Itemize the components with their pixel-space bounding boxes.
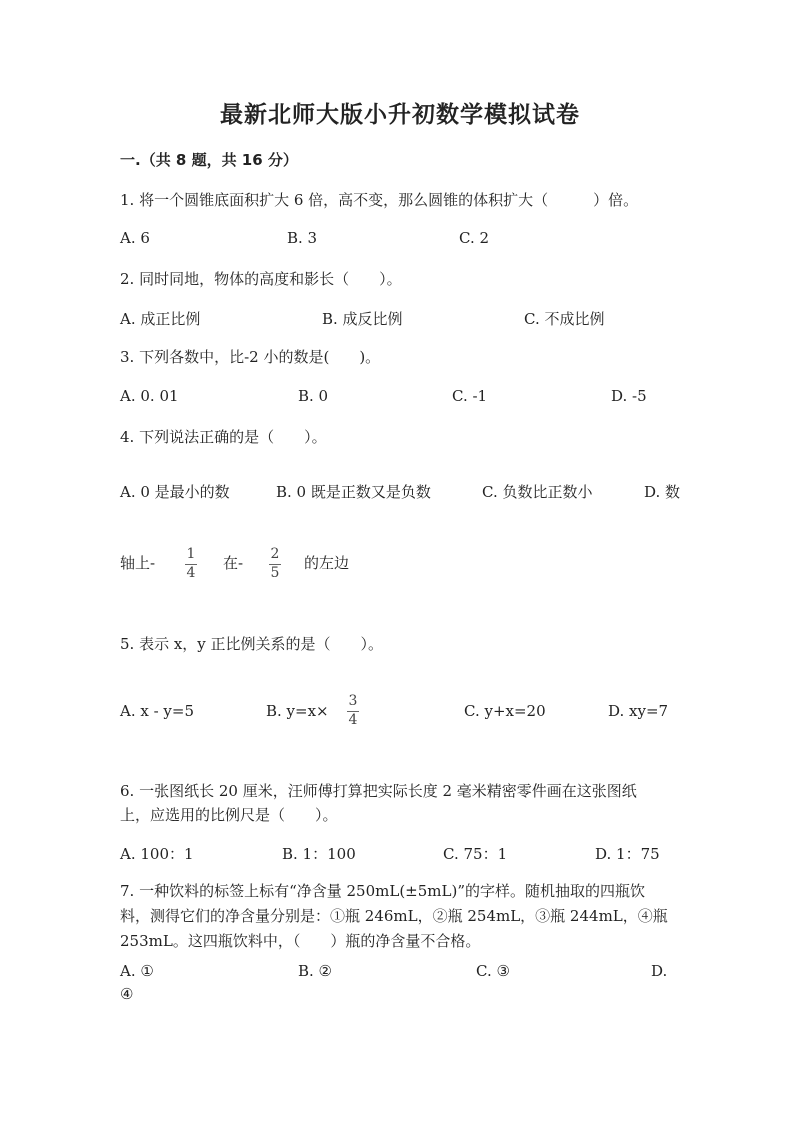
q3-option-a[interactable]: A. 0. 01	[120, 387, 179, 405]
q2-option-a[interactable]: A. 成正比例	[120, 310, 201, 328]
question-7-line-2: 料，测得它们的净含量分别是：①瓶 246mL，②瓶 254mL，③瓶 244mL，④瓶	[120, 907, 668, 925]
q4-option-d-cont-1: 轴上-	[120, 554, 156, 572]
fraction-denominator: 4	[186, 564, 196, 581]
q2-option-c[interactable]: C. 不成比例	[524, 310, 605, 328]
fraction-denominator: 5	[270, 564, 280, 581]
q4-option-d-cont-3: 的左边	[304, 554, 350, 572]
question-6-line-2: 上，应选用的比例尺是（ ）。	[120, 806, 338, 824]
fraction-numerator: 1	[186, 546, 196, 562]
q3-option-c[interactable]: C. -1	[452, 387, 488, 405]
q3-option-b[interactable]: B. 0	[298, 387, 329, 405]
q4-option-c[interactable]: C. 负数比正数小	[482, 483, 593, 501]
q1-option-c[interactable]: C. 2	[459, 229, 490, 247]
section-heading: 一.（共 8 题，共 16 分）	[120, 151, 298, 169]
fraction-one-quarter	[185, 547, 197, 580]
q5-option-a[interactable]: A. x - y=5	[120, 702, 195, 720]
q1-option-b[interactable]: B. 3	[287, 229, 318, 247]
q5-option-d[interactable]: D. xy=7	[608, 702, 669, 720]
q6-option-b[interactable]: B. 1：100	[282, 845, 356, 863]
q1-option-a[interactable]: A. 6	[120, 229, 150, 247]
question-2-text: 2. 同时同地，物体的高度和影长（ ）。	[120, 270, 402, 288]
page-title: 最新北师大版小升初数学模拟试卷	[220, 102, 580, 128]
q7-option-a[interactable]: A. ①	[120, 962, 154, 980]
q6-option-a[interactable]: A. 100：1	[120, 845, 194, 863]
question-3-text: 3. 下列各数中，比-2 小的数是( )。	[120, 348, 381, 366]
q2-option-b[interactable]: B. 成反比例	[322, 310, 403, 328]
q5-option-c[interactable]: C. y+x=20	[464, 702, 546, 720]
q4-option-d[interactable]: D. 数	[644, 483, 681, 501]
question-6-line-1: 6. 一张图纸长 20 厘米，汪师傅打算把实际长度 2 毫米精密零件画在这张图纸	[120, 782, 637, 800]
fraction-numerator: 2	[270, 546, 280, 562]
q7-option-d-wrap: ④	[120, 985, 134, 1003]
q4-option-b[interactable]: B. 0 既是正数又是负数	[276, 483, 431, 501]
fraction-two-fifths	[269, 547, 281, 580]
fraction-denominator: 4	[348, 711, 358, 728]
question-7-line-1: 7. 一种饮料的标签上标有“净含量 250mL(±5mL)”的字样。随机抽取的四瓶饮	[120, 882, 646, 900]
fraction-numerator: 3	[348, 693, 358, 709]
q4-option-a[interactable]: A. 0 是最小的数	[120, 483, 230, 501]
question-7-line-3: 253mL。这四瓶饮料中，（ ）瓶的净含量不合格。	[120, 932, 481, 950]
question-5-text: 5. 表示 x，y 正比例关系的是（ ）。	[120, 635, 384, 653]
fraction-three-quarters	[347, 694, 359, 727]
q3-option-d[interactable]: D. -5	[611, 387, 647, 405]
q6-option-c[interactable]: C. 75：1	[443, 845, 508, 863]
question-4-text: 4. 下列说法正确的是（ ）。	[120, 428, 327, 446]
q6-option-d[interactable]: D. 1：75	[595, 845, 660, 863]
q7-option-d[interactable]: D.	[651, 962, 668, 980]
q5-option-b[interactable]: B. y=x×	[266, 702, 329, 720]
q4-option-d-cont-2: 在-	[223, 554, 244, 572]
q7-option-b[interactable]: B. ②	[298, 962, 333, 980]
question-1-text: 1. 将一个圆锥底面积扩大 6 倍，高不变，那么圆锥的体积扩大（ ）倍。	[120, 191, 639, 209]
q7-option-c[interactable]: C. ③	[476, 962, 510, 980]
